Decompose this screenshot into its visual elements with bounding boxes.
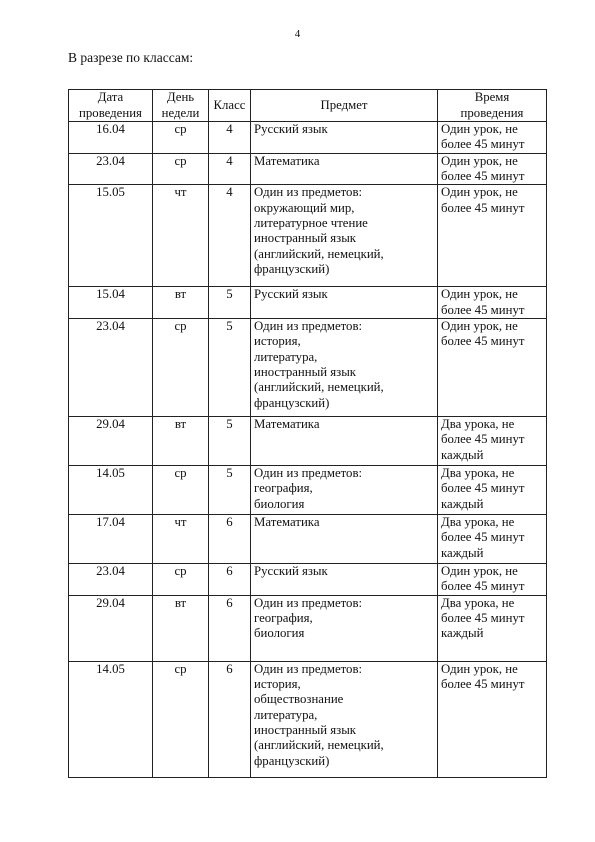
cell-subject: Русский язык <box>251 287 438 319</box>
cell-date: 16.04 <box>69 122 153 154</box>
table-row <box>69 319 547 417</box>
table-row <box>69 515 547 564</box>
cell-day: чт <box>153 515 209 564</box>
header-class: Класс <box>209 90 251 122</box>
cell-date: 14.05 <box>69 661 153 777</box>
cell-class: 6 <box>209 595 251 661</box>
cell-class: 6 <box>209 564 251 596</box>
cell-day: ср <box>153 564 209 596</box>
header-day: День недели <box>153 90 209 122</box>
cell-class: 4 <box>209 153 251 185</box>
cell-class: 6 <box>209 661 251 777</box>
cell-date: 17.04 <box>69 515 153 564</box>
table-row <box>69 595 547 661</box>
cell-time: Один урок, не более 45 минут <box>438 319 547 417</box>
table-row <box>69 153 547 185</box>
cell-day: ср <box>153 661 209 777</box>
cell-class: 4 <box>209 185 251 287</box>
cell-subject: Математика <box>251 417 438 466</box>
cell-date: 14.05 <box>69 466 153 515</box>
cell-day: чт <box>153 185 209 287</box>
cell-date: 15.04 <box>69 287 153 319</box>
cell-class: 5 <box>209 466 251 515</box>
schedule-table <box>68 89 547 778</box>
header-date: Дата проведения <box>69 90 153 122</box>
cell-subject: Русский язык <box>251 122 438 154</box>
cell-class: 5 <box>209 287 251 319</box>
cell-date: 23.04 <box>69 564 153 596</box>
cell-time: Два урока, не более 45 минут каждый <box>438 515 547 564</box>
cell-time: Один урок, не более 45 минут <box>438 153 547 185</box>
cell-subject: Один из предметов: история, литература, иностранный язык (английский, немецкий, французский) <box>251 319 438 417</box>
table-row <box>69 564 547 596</box>
cell-time: Два урока, не более 45 минут каждый <box>438 595 547 661</box>
cell-class: 5 <box>209 319 251 417</box>
cell-date: 29.04 <box>69 417 153 466</box>
section-intro: В разрезе по классам: <box>68 50 194 65</box>
cell-time: Два урока, не более 45 минут каждый <box>438 466 547 515</box>
cell-subject: Один из предметов: география, биология <box>251 466 438 515</box>
cell-day: вт <box>153 287 209 319</box>
cell-subject: Один из предметов: окружающий мир, литературное чтение иностранный язык (английский, немецкий, французский) <box>251 185 438 287</box>
header-subject: Предмет <box>251 90 438 122</box>
cell-subject: Один из предметов: география, биология <box>251 595 438 661</box>
cell-date: 23.04 <box>69 319 153 417</box>
cell-time: Один урок, не более 45 минут <box>438 564 547 596</box>
cell-subject: Математика <box>251 515 438 564</box>
cell-time: Один урок, не более 45 минут <box>438 185 547 287</box>
table-row <box>69 185 547 287</box>
cell-time: Один урок, не более 45 минут <box>438 122 547 154</box>
cell-class: 5 <box>209 417 251 466</box>
cell-class: 4 <box>209 122 251 154</box>
cell-subject: Русский язык <box>251 564 438 596</box>
cell-day: ср <box>153 153 209 185</box>
cell-class: 6 <box>209 515 251 564</box>
cell-day: ср <box>153 319 209 417</box>
cell-subject: Один из предметов: история, обществознание литература, иностранный язык (английский, немецкий, французский) <box>251 661 438 777</box>
cell-day: ср <box>153 466 209 515</box>
table-row <box>69 417 547 466</box>
cell-subject: Математика <box>251 153 438 185</box>
table-header-row <box>69 90 547 122</box>
cell-date: 29.04 <box>69 595 153 661</box>
cell-date: 23.04 <box>69 153 153 185</box>
cell-day: ср <box>153 122 209 154</box>
header-time: Время проведения <box>438 90 547 122</box>
cell-time: Один урок, не более 45 минут <box>438 661 547 777</box>
table-row <box>69 287 547 319</box>
cell-time: Один урок, не более 45 минут <box>438 287 547 319</box>
table-row <box>69 122 547 154</box>
table-row <box>69 661 547 777</box>
page-number: 4 <box>294 28 301 40</box>
cell-date: 15.05 <box>69 185 153 287</box>
cell-day: вт <box>153 417 209 466</box>
cell-day: вт <box>153 595 209 661</box>
cell-time: Два урока, не более 45 минут каждый <box>438 417 547 466</box>
table-row <box>69 466 547 515</box>
